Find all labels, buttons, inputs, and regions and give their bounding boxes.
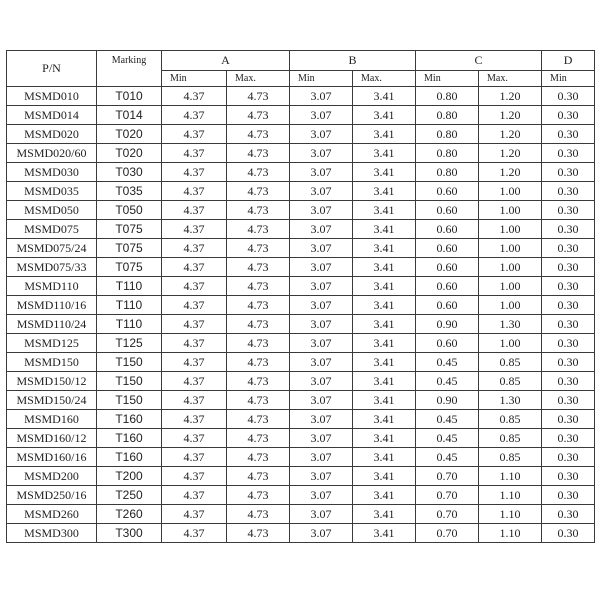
table-row xyxy=(7,239,595,258)
cell-c-min: 0.60 xyxy=(416,220,479,239)
cell-d-min: 0.30 xyxy=(542,87,595,106)
cell-marking: T075 xyxy=(97,239,162,258)
cell-b-min: 3.07 xyxy=(290,467,353,486)
cell-pn: MSMD150 xyxy=(7,353,97,372)
cell-a-min: 4.37 xyxy=(162,524,227,543)
cell-b-min: 3.07 xyxy=(290,486,353,505)
cell-marking: T260 xyxy=(97,505,162,524)
table-row xyxy=(7,372,595,391)
cell-pn: MSMD075 xyxy=(7,220,97,239)
cell-c-min: 0.60 xyxy=(416,258,479,277)
cell-c-max: 1.00 xyxy=(479,239,542,258)
cell-c-min: 0.90 xyxy=(416,315,479,334)
table-row xyxy=(7,315,595,334)
header-b-min: Min xyxy=(290,71,353,87)
cell-b-max: 3.41 xyxy=(353,258,416,277)
cell-b-max: 3.41 xyxy=(353,277,416,296)
cell-c-min: 0.60 xyxy=(416,182,479,201)
cell-a-max: 4.73 xyxy=(227,372,290,391)
cell-a-max: 4.73 xyxy=(227,334,290,353)
cell-pn: MSMD150/24 xyxy=(7,391,97,410)
cell-c-min: 0.45 xyxy=(416,353,479,372)
cell-c-max: 1.20 xyxy=(479,106,542,125)
cell-b-min: 3.07 xyxy=(290,106,353,125)
table-row xyxy=(7,106,595,125)
cell-a-min: 4.37 xyxy=(162,372,227,391)
cell-a-max: 4.73 xyxy=(227,505,290,524)
cell-pn: MSMD014 xyxy=(7,106,97,125)
cell-c-max: 0.85 xyxy=(479,448,542,467)
cell-a-max: 4.73 xyxy=(227,353,290,372)
cell-c-min: 0.80 xyxy=(416,163,479,182)
cell-d-min: 0.30 xyxy=(542,201,595,220)
cell-b-min: 3.07 xyxy=(290,410,353,429)
cell-c-min: 0.60 xyxy=(416,296,479,315)
cell-marking: T110 xyxy=(97,315,162,334)
cell-d-min: 0.30 xyxy=(542,429,595,448)
cell-a-max: 4.73 xyxy=(227,429,290,448)
cell-marking: T150 xyxy=(97,391,162,410)
cell-c-max: 1.10 xyxy=(479,467,542,486)
header-c-min: Min xyxy=(416,71,479,87)
cell-b-min: 3.07 xyxy=(290,277,353,296)
cell-a-max: 4.73 xyxy=(227,467,290,486)
cell-a-max: 4.73 xyxy=(227,277,290,296)
table-row xyxy=(7,467,595,486)
cell-a-min: 4.37 xyxy=(162,410,227,429)
header-d-min: Min xyxy=(542,71,595,87)
cell-a-min: 4.37 xyxy=(162,144,227,163)
dimension-table xyxy=(6,50,595,543)
cell-marking: T110 xyxy=(97,277,162,296)
cell-c-max: 1.30 xyxy=(479,315,542,334)
cell-b-max: 3.41 xyxy=(353,429,416,448)
cell-a-max: 4.73 xyxy=(227,486,290,505)
cell-c-min: 0.60 xyxy=(416,201,479,220)
cell-pn: MSMD075/24 xyxy=(7,239,97,258)
cell-marking: T300 xyxy=(97,524,162,543)
cell-marking: T020 xyxy=(97,125,162,144)
header-a-min: Min xyxy=(162,71,227,87)
cell-a-max: 4.73 xyxy=(227,315,290,334)
header-pn: P/N xyxy=(7,51,97,87)
cell-c-min: 0.70 xyxy=(416,486,479,505)
table-row xyxy=(7,429,595,448)
header-c-max: Max. xyxy=(479,71,542,87)
cell-a-max: 4.73 xyxy=(227,391,290,410)
cell-a-min: 4.37 xyxy=(162,353,227,372)
cell-a-min: 4.37 xyxy=(162,239,227,258)
cell-b-max: 3.41 xyxy=(353,372,416,391)
cell-a-max: 4.73 xyxy=(227,524,290,543)
cell-a-min: 4.37 xyxy=(162,505,227,524)
cell-b-max: 3.41 xyxy=(353,125,416,144)
cell-a-min: 4.37 xyxy=(162,258,227,277)
header-marking: Marking xyxy=(97,51,162,87)
cell-c-min: 0.45 xyxy=(416,448,479,467)
cell-c-min: 0.90 xyxy=(416,391,479,410)
cell-marking: T075 xyxy=(97,258,162,277)
cell-pn: MSMD300 xyxy=(7,524,97,543)
cell-b-min: 3.07 xyxy=(290,144,353,163)
cell-d-min: 0.30 xyxy=(542,334,595,353)
cell-b-max: 3.41 xyxy=(353,144,416,163)
cell-b-max: 3.41 xyxy=(353,201,416,220)
cell-b-min: 3.07 xyxy=(290,334,353,353)
cell-c-max: 1.10 xyxy=(479,524,542,543)
cell-b-max: 3.41 xyxy=(353,315,416,334)
cell-b-min: 3.07 xyxy=(290,258,353,277)
cell-a-min: 4.37 xyxy=(162,163,227,182)
cell-pn: MSMD020/60 xyxy=(7,144,97,163)
header-a-max: Max. xyxy=(227,71,290,87)
cell-pn: MSMD125 xyxy=(7,334,97,353)
cell-d-min: 0.30 xyxy=(542,505,595,524)
table-row xyxy=(7,486,595,505)
cell-c-max: 1.00 xyxy=(479,201,542,220)
cell-c-min: 0.70 xyxy=(416,467,479,486)
cell-marking: T020 xyxy=(97,144,162,163)
cell-pn: MSMD250/16 xyxy=(7,486,97,505)
cell-b-max: 3.41 xyxy=(353,87,416,106)
cell-c-min: 0.60 xyxy=(416,334,479,353)
cell-d-min: 0.30 xyxy=(542,524,595,543)
cell-a-max: 4.73 xyxy=(227,448,290,467)
cell-d-min: 0.30 xyxy=(542,448,595,467)
cell-a-min: 4.37 xyxy=(162,315,227,334)
cell-a-min: 4.37 xyxy=(162,87,227,106)
cell-a-min: 4.37 xyxy=(162,467,227,486)
cell-pn: MSMD075/33 xyxy=(7,258,97,277)
cell-a-max: 4.73 xyxy=(227,163,290,182)
cell-c-min: 0.70 xyxy=(416,524,479,543)
cell-c-min: 0.60 xyxy=(416,277,479,296)
cell-a-max: 4.73 xyxy=(227,296,290,315)
table-row xyxy=(7,258,595,277)
header-group-c: C xyxy=(416,51,542,71)
cell-c-max: 0.85 xyxy=(479,353,542,372)
cell-pn: MSMD200 xyxy=(7,467,97,486)
cell-b-min: 3.07 xyxy=(290,315,353,334)
table-row xyxy=(7,505,595,524)
cell-pn: MSMD160/12 xyxy=(7,429,97,448)
cell-marking: T035 xyxy=(97,182,162,201)
cell-b-min: 3.07 xyxy=(290,87,353,106)
cell-pn: MSMD110 xyxy=(7,277,97,296)
cell-a-min: 4.37 xyxy=(162,182,227,201)
cell-a-min: 4.37 xyxy=(162,486,227,505)
cell-c-min: 0.45 xyxy=(416,410,479,429)
cell-b-min: 3.07 xyxy=(290,524,353,543)
cell-c-max: 0.85 xyxy=(479,410,542,429)
table-row xyxy=(7,163,595,182)
cell-c-max: 0.85 xyxy=(479,429,542,448)
cell-c-max: 1.20 xyxy=(479,144,542,163)
cell-d-min: 0.30 xyxy=(542,182,595,201)
cell-a-min: 4.37 xyxy=(162,429,227,448)
cell-a-min: 4.37 xyxy=(162,334,227,353)
cell-b-min: 3.07 xyxy=(290,201,353,220)
header-group-d: D xyxy=(542,51,595,71)
table-row xyxy=(7,353,595,372)
cell-d-min: 0.30 xyxy=(542,315,595,334)
cell-d-min: 0.30 xyxy=(542,144,595,163)
cell-c-min: 0.80 xyxy=(416,106,479,125)
cell-c-max: 1.00 xyxy=(479,296,542,315)
cell-c-max: 1.00 xyxy=(479,220,542,239)
table-row xyxy=(7,125,595,144)
cell-b-min: 3.07 xyxy=(290,125,353,144)
cell-a-max: 4.73 xyxy=(227,239,290,258)
cell-pn: MSMD110/24 xyxy=(7,315,97,334)
cell-a-max: 4.73 xyxy=(227,144,290,163)
cell-d-min: 0.30 xyxy=(542,391,595,410)
table-row xyxy=(7,296,595,315)
cell-b-max: 3.41 xyxy=(353,163,416,182)
table-row xyxy=(7,182,595,201)
cell-marking: T110 xyxy=(97,296,162,315)
cell-pn: MSMD010 xyxy=(7,87,97,106)
header-b-max: Max. xyxy=(353,71,416,87)
cell-d-min: 0.30 xyxy=(542,163,595,182)
cell-pn: MSMD020 xyxy=(7,125,97,144)
cell-d-min: 0.30 xyxy=(542,125,595,144)
cell-pn: MSMD160/16 xyxy=(7,448,97,467)
cell-marking: T150 xyxy=(97,372,162,391)
cell-b-max: 3.41 xyxy=(353,239,416,258)
cell-marking: T200 xyxy=(97,467,162,486)
cell-marking: T014 xyxy=(97,106,162,125)
cell-pn: MSMD110/16 xyxy=(7,296,97,315)
cell-d-min: 0.30 xyxy=(542,486,595,505)
cell-a-max: 4.73 xyxy=(227,220,290,239)
cell-c-min: 0.45 xyxy=(416,429,479,448)
cell-b-min: 3.07 xyxy=(290,239,353,258)
cell-b-max: 3.41 xyxy=(353,486,416,505)
cell-b-max: 3.41 xyxy=(353,353,416,372)
cell-b-min: 3.07 xyxy=(290,220,353,239)
cell-b-max: 3.41 xyxy=(353,524,416,543)
table-row xyxy=(7,334,595,353)
cell-marking: T030 xyxy=(97,163,162,182)
cell-c-max: 1.10 xyxy=(479,486,542,505)
cell-c-max: 1.20 xyxy=(479,87,542,106)
cell-b-max: 3.41 xyxy=(353,467,416,486)
cell-c-min: 0.80 xyxy=(416,125,479,144)
cell-marking: T150 xyxy=(97,353,162,372)
header-group-b: B xyxy=(290,51,416,71)
table-row xyxy=(7,391,595,410)
cell-a-min: 4.37 xyxy=(162,201,227,220)
cell-a-min: 4.37 xyxy=(162,296,227,315)
cell-d-min: 0.30 xyxy=(542,220,595,239)
cell-b-min: 3.07 xyxy=(290,429,353,448)
cell-c-max: 1.00 xyxy=(479,182,542,201)
cell-c-min: 0.70 xyxy=(416,505,479,524)
cell-b-min: 3.07 xyxy=(290,372,353,391)
cell-marking: T160 xyxy=(97,429,162,448)
cell-pn: MSMD150/12 xyxy=(7,372,97,391)
cell-a-max: 4.73 xyxy=(227,125,290,144)
cell-marking: T250 xyxy=(97,486,162,505)
cell-a-min: 4.37 xyxy=(162,391,227,410)
table-body xyxy=(7,87,595,543)
cell-marking: T075 xyxy=(97,220,162,239)
cell-c-min: 0.60 xyxy=(416,239,479,258)
cell-b-min: 3.07 xyxy=(290,163,353,182)
cell-a-min: 4.37 xyxy=(162,220,227,239)
cell-c-max: 0.85 xyxy=(479,372,542,391)
cell-pn: MSMD035 xyxy=(7,182,97,201)
cell-marking: T010 xyxy=(97,87,162,106)
cell-b-min: 3.07 xyxy=(290,296,353,315)
cell-c-max: 1.20 xyxy=(479,163,542,182)
cell-b-min: 3.07 xyxy=(290,182,353,201)
table-row xyxy=(7,144,595,163)
table-row xyxy=(7,524,595,543)
cell-d-min: 0.30 xyxy=(542,277,595,296)
cell-c-max: 1.10 xyxy=(479,505,542,524)
cell-c-max: 1.00 xyxy=(479,277,542,296)
table-row xyxy=(7,220,595,239)
cell-a-max: 4.73 xyxy=(227,201,290,220)
cell-b-max: 3.41 xyxy=(353,410,416,429)
cell-d-min: 0.30 xyxy=(542,258,595,277)
cell-a-min: 4.37 xyxy=(162,277,227,296)
cell-a-max: 4.73 xyxy=(227,258,290,277)
cell-pn: MSMD260 xyxy=(7,505,97,524)
table-row xyxy=(7,87,595,106)
cell-a-max: 4.73 xyxy=(227,87,290,106)
cell-c-max: 1.30 xyxy=(479,391,542,410)
cell-b-max: 3.41 xyxy=(353,106,416,125)
cell-marking: T125 xyxy=(97,334,162,353)
table-row xyxy=(7,410,595,429)
cell-b-max: 3.41 xyxy=(353,334,416,353)
cell-b-min: 3.07 xyxy=(290,353,353,372)
cell-pn: MSMD050 xyxy=(7,201,97,220)
cell-b-max: 3.41 xyxy=(353,448,416,467)
cell-d-min: 0.30 xyxy=(542,410,595,429)
cell-b-min: 3.07 xyxy=(290,448,353,467)
cell-d-min: 0.30 xyxy=(542,239,595,258)
header-group-a: A xyxy=(162,51,290,71)
cell-c-max: 1.20 xyxy=(479,125,542,144)
table-row xyxy=(7,448,595,467)
cell-d-min: 0.30 xyxy=(542,106,595,125)
cell-b-max: 3.41 xyxy=(353,220,416,239)
cell-b-max: 3.41 xyxy=(353,505,416,524)
cell-a-max: 4.73 xyxy=(227,182,290,201)
cell-d-min: 0.30 xyxy=(542,372,595,391)
cell-b-max: 3.41 xyxy=(353,296,416,315)
cell-a-min: 4.37 xyxy=(162,125,227,144)
cell-a-min: 4.37 xyxy=(162,448,227,467)
cell-pn: MSMD030 xyxy=(7,163,97,182)
cell-b-min: 3.07 xyxy=(290,505,353,524)
cell-d-min: 0.30 xyxy=(542,296,595,315)
cell-d-min: 0.30 xyxy=(542,353,595,372)
cell-marking: T160 xyxy=(97,410,162,429)
cell-marking: T050 xyxy=(97,201,162,220)
cell-c-max: 1.00 xyxy=(479,334,542,353)
cell-c-max: 1.00 xyxy=(479,258,542,277)
cell-b-max: 3.41 xyxy=(353,391,416,410)
table-row xyxy=(7,201,595,220)
cell-a-min: 4.37 xyxy=(162,106,227,125)
cell-marking: T160 xyxy=(97,448,162,467)
table-row xyxy=(7,277,595,296)
cell-c-min: 0.80 xyxy=(416,87,479,106)
cell-a-max: 4.73 xyxy=(227,106,290,125)
cell-pn: MSMD160 xyxy=(7,410,97,429)
cell-d-min: 0.30 xyxy=(542,467,595,486)
cell-b-min: 3.07 xyxy=(290,391,353,410)
cell-c-min: 0.45 xyxy=(416,372,479,391)
cell-c-min: 0.80 xyxy=(416,144,479,163)
cell-b-max: 3.41 xyxy=(353,182,416,201)
cell-a-max: 4.73 xyxy=(227,410,290,429)
